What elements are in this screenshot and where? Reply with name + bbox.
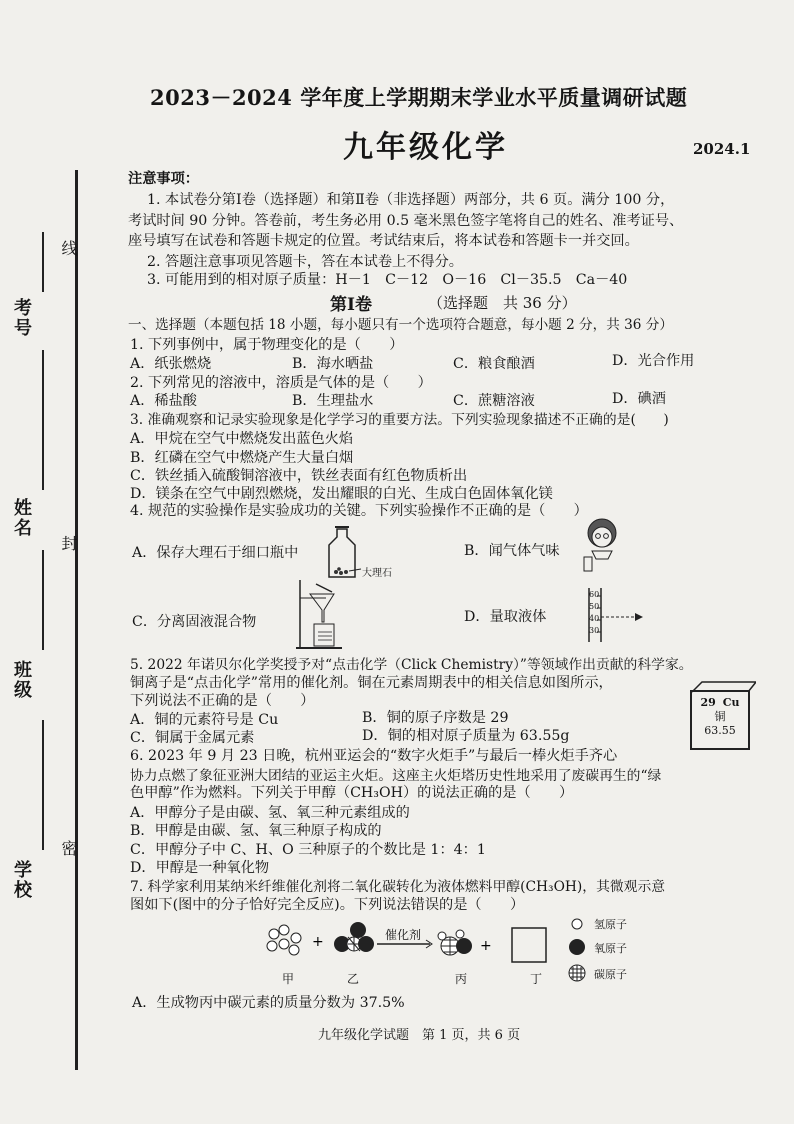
catalyst-label: 催化剂 [385, 928, 422, 942]
exam-number-blank[interactable] [42, 232, 44, 292]
q7-option-a[interactable]: A．生成物丙中碳元素的质量分数为 37.5% [132, 995, 405, 1011]
q2-option-b[interactable]: B．生理盐水 [292, 393, 374, 409]
q7-stem-line: 图如下(图中的分子恰好完全反应)。下列说法错误的是（ ） [130, 897, 525, 913]
q3-option-d[interactable]: D．镁条在空气中剧烈燃烧，发出耀眼的白光、生成白色固体氧化镁 [130, 486, 553, 502]
legend-oxygen-icon [568, 938, 586, 960]
q4-option-a[interactable]: A．保存大理石于细口瓶中 [132, 545, 299, 561]
notice-line: 2. 答题注意事项见答题卡，答在本试卷上不得分。 [147, 254, 463, 270]
legend-hydrogen-icon [570, 916, 584, 935]
school-label: 学校 [11, 860, 32, 900]
q5-stem-line: 5. 2022 年诺贝尔化学奖授予对“点击化学（Click Chemistry）”等领域作出贡献的科学家。 [130, 657, 693, 673]
svg-text:+: + [312, 934, 324, 950]
atomic-number: 29 [700, 696, 716, 709]
legend-carbon-icon [568, 964, 586, 986]
q3-option-b[interactable]: B．红磷在空气中燃烧产生大量白烟 [130, 450, 354, 466]
section-subtitle: （选择题 共 36 分） [428, 294, 577, 312]
q6-option-c[interactable]: C．甲醇分子中 C、H、O 三种原子的个数比是 1：4：1 [130, 842, 486, 858]
name-blank[interactable] [42, 350, 44, 490]
q1-option-c[interactable]: C．粮食酿酒 [453, 356, 535, 372]
smelling-gas-figure [578, 515, 628, 577]
reaction-diagram [262, 920, 582, 972]
q2-option-c[interactable]: C．蔗糖溶液 [453, 393, 535, 409]
cylinder-tick: 60 [589, 590, 600, 599]
school-blank[interactable] [42, 720, 44, 850]
q5-option-b[interactable]: B．铜的原子序数是 29 [362, 710, 509, 726]
notice-line: 1. 本试卷分第Ⅰ卷（选择题）和第Ⅱ卷（非选择题）两部分，共 6 页。满分 100 分， [147, 192, 675, 208]
q3-stem: 3. 准确观察和记录实验现象是化学学习的重要方法。下列实验现象描述不正确的是( ) [130, 412, 669, 428]
q7-stem-line: 7. 科学家利用某纳米纤维催化剂将二氧化碳转化为液体燃料甲醇(CH₃OH)，其微观示意 [130, 879, 666, 895]
q6-option-d[interactable]: D．甲醇是一种氧化物 [130, 860, 270, 876]
q6-stem-line: 协力点燃了象征亚洲大团结的亚运主火炬。这座主火炬塔历史性地采用了废碳再生的“绿 [130, 768, 662, 784]
copper-element-card [690, 690, 750, 750]
notice-heading: 注意事项： [128, 171, 199, 187]
reactant-label: 甲 [282, 972, 295, 986]
cylinder-tick: 40 [589, 614, 600, 623]
q1-option-b[interactable]: B．海水晒盐 [292, 356, 374, 372]
q6-stem-line: 色甲醇”作为燃料。下列关于甲醇（CH₃OH）的说法正确的是（ ） [130, 785, 574, 801]
notice-line: 座号填写在试卷和答题卡规定的位置。考试结束后，将本试卷和答题卡一并交回。 [128, 233, 639, 249]
legend-oxygen: 氧原子 [594, 942, 627, 955]
q2-stem: 2. 下列常见的溶液中，溶质是气体的是（ ） [130, 375, 432, 391]
exam-date: 2024.1 [693, 140, 751, 158]
exam-title: 2023－2024 学年度上学期期末学业水平质量调研试题 [150, 85, 688, 110]
product-label: 丙 [455, 972, 468, 986]
page-footer: 九年级化学试题 第 1 页，共 6 页 [318, 1028, 521, 1043]
cylinder-tick: 50 [589, 602, 600, 611]
binding-line [75, 170, 78, 1070]
q6-option-a[interactable]: A．甲醇分子是由碳、氢、氧三种元素组成的 [130, 805, 410, 821]
q5-option-c[interactable]: C．铜属于金属元素 [130, 730, 255, 746]
class-label: 班级 [11, 660, 32, 700]
element-symbol: Cu [722, 696, 740, 709]
section-title: 第Ⅰ卷 [330, 295, 372, 315]
exam-number-label: 考号 [11, 298, 32, 338]
q4-stem: 4. 规范的实验操作是实验成功的关键。下列实验操作不正确的是（ ） [130, 503, 588, 519]
name-label: 姓名 [11, 498, 32, 538]
q2-option-d[interactable]: D．碘酒 [612, 391, 666, 407]
notice-line: 3. 可能用到的相对原子质量：H－1 C－12 O－16 Cl－35.5 Ca－40 [147, 272, 628, 288]
filtration-figure [296, 578, 346, 654]
secret-mark: 密 [59, 840, 78, 856]
line-mark: 线 [59, 240, 78, 256]
q1-stem: 1. 下列事例中，属于物理变化的是（ ） [130, 337, 404, 353]
q4-option-d[interactable]: D．量取液体 [464, 609, 547, 625]
q6-stem-line: 6. 2023 年 9 月 23 日晚，杭州亚运会的“数字火炬手”与最后一棒火炬手齐心 [130, 748, 618, 764]
section-intro: 一、选择题（本题包括 18 小题，每小题只有一个选项符合题意，每小题 2 分，共 36 分） [128, 317, 673, 333]
q2-option-a[interactable]: A．稀盐酸 [130, 393, 197, 409]
q5-stem-line: 铜离子是“点击化学”常用的催化剂。铜在元素周期表中的相关信息如图所示， [130, 675, 613, 691]
marble-label: 大理石 [362, 568, 392, 579]
legend-carbon: 碳原子 [594, 968, 627, 981]
q5-option-d[interactable]: D．铜的相对原子质量为 63.55g [362, 728, 570, 744]
product-label: 丁 [530, 972, 543, 986]
q5-option-a[interactable]: A．铜的元素符号是 Cu [130, 712, 279, 728]
class-blank[interactable] [42, 550, 44, 650]
notice-line: 考试时间 90 分钟。答卷前，考生务必用 0.5 毫米黑色签字笔将自己的姓名、准考证号、 [128, 213, 684, 229]
cylinder-tick: 30 [589, 626, 600, 635]
exam-subtitle: 九年级化学 [343, 130, 508, 165]
reactant-label: 乙 [347, 972, 360, 986]
q1-option-d[interactable]: D．光合作用 [612, 353, 695, 369]
q4-option-c[interactable]: C．分离固液混合物 [132, 614, 257, 630]
q5-stem-line: 下列说法不正确的是（ ） [130, 693, 315, 709]
legend-hydrogen: 氢原子 [594, 918, 627, 931]
svg-text:+: + [480, 938, 492, 954]
seal-mark: 封 [59, 535, 78, 551]
q1-option-a[interactable]: A．纸张燃烧 [130, 356, 212, 372]
q4-option-b[interactable]: B．闻气体气味 [464, 543, 560, 559]
q3-option-a[interactable]: A．甲烷在空气中燃烧发出蓝色火焰 [130, 431, 354, 447]
atomic-mass: 63.55 [704, 724, 736, 737]
q3-option-c[interactable]: C．铁丝插入硫酸铜溶液中，铁丝表面有红色物质析出 [130, 468, 468, 484]
element-name: 铜 [714, 710, 726, 723]
q6-option-b[interactable]: B．甲醇是由碳、氢、氧三种原子构成的 [130, 823, 382, 839]
